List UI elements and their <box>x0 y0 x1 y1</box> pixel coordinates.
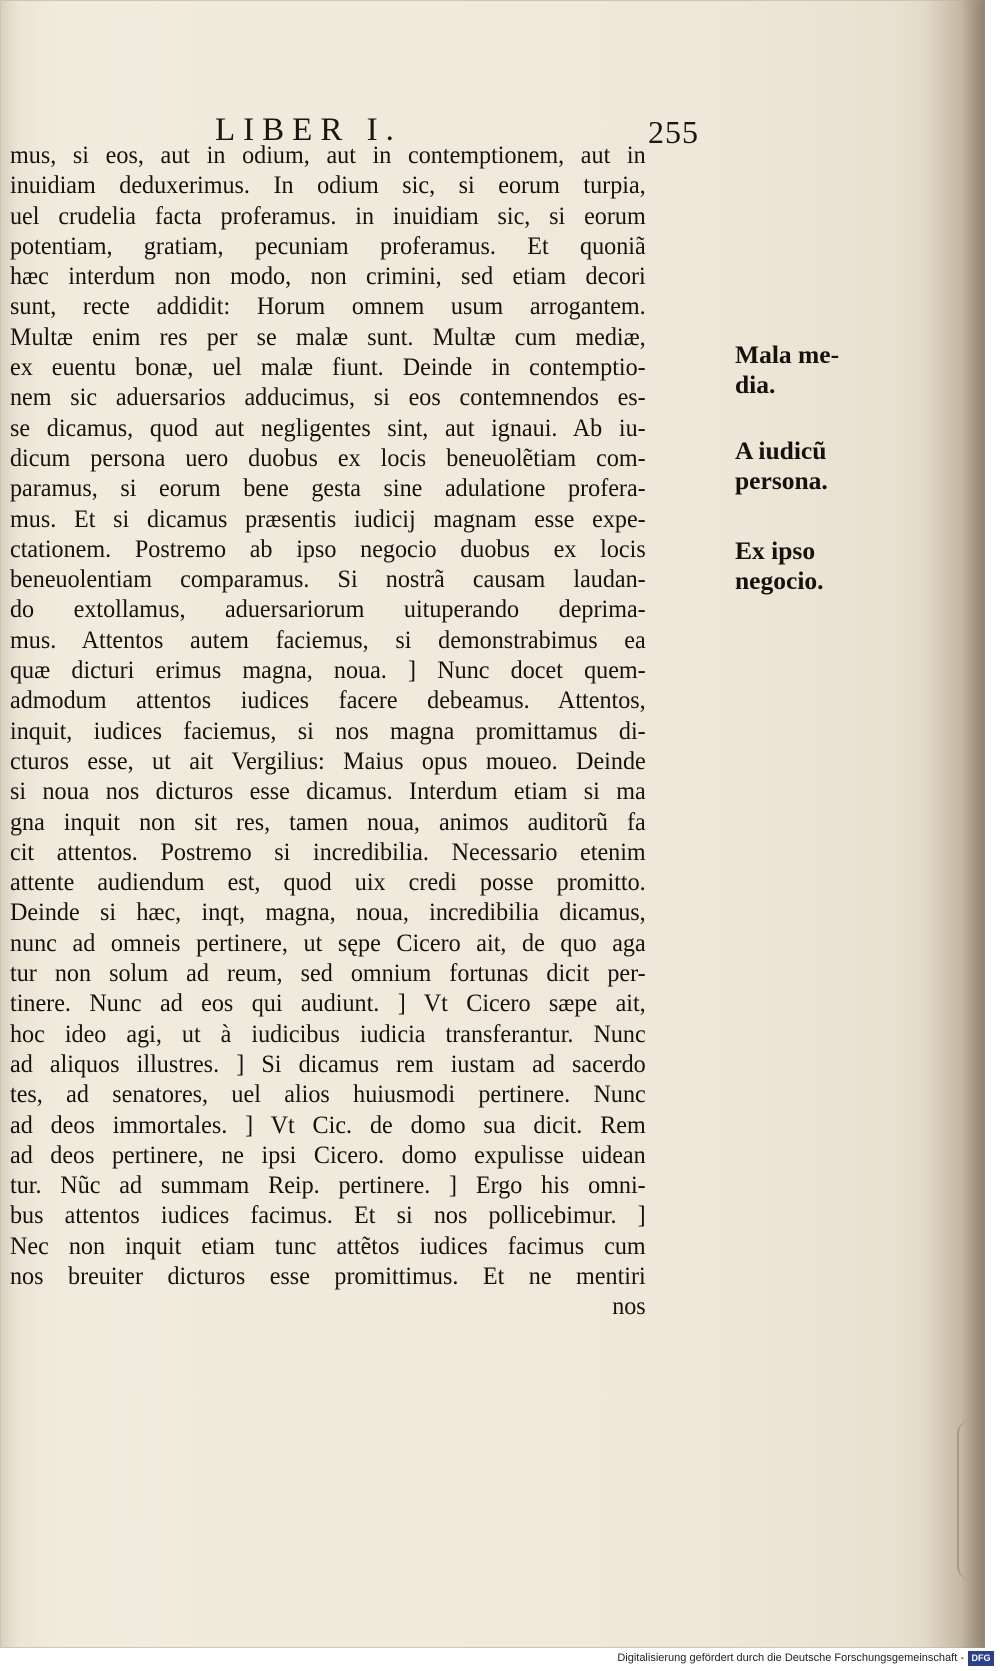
text-line: se dicamus, quod aut negligentes sint, aut ignaui. Ab iu- <box>10 412 646 442</box>
text-line: tur non solum ad reum, sed omnium fortunas dicit per- <box>10 958 646 988</box>
text-line: cturos esse, ut ait Vergilius: Maius opus moueo. Deinde <box>10 745 646 775</box>
text-line: Nec non inquit etiam tunc attẽtos iudices facimus cum <box>10 1230 646 1260</box>
marginal-note-line: Mala me- <box>735 340 840 369</box>
text-line: ex euentu bonæ, uel malæ fiunt. Deinde in contemptio- <box>10 352 646 382</box>
text-line: do extollamus, aduersariorum uituperando deprima- <box>10 594 646 624</box>
text-line: admodum attentos iudices facere debeamus. Attentos, <box>10 685 646 715</box>
text-line: paramus, si eorum bene gesta sine adulatione profera- <box>10 473 646 503</box>
text-line: inuidiam deduxerimus. In odium sic, si eorum turpia, <box>10 170 646 200</box>
text-line: nem sic aduersarios adducimus, si eos contemnendos es- <box>10 382 646 412</box>
text-line: ad deos pertinere, ne ipsi Cicero. domo expulisse uidean <box>10 1139 646 1169</box>
marginal-note-ex-ipso-negocio <box>735 536 824 596</box>
text-line: ctationem. Postremo ab ipso negocio duobus ex locis <box>10 533 646 563</box>
marginal-note-mala-media <box>735 340 839 400</box>
text-line: gna inquit non sit res, tamen noua, animos auditorũ fa <box>10 806 646 836</box>
text-line: cit attentos. Postremo si incredibilia. Necessario etenim <box>10 836 646 866</box>
text-line: tinere. Nunc ad eos qui audiunt. ] Vt Cicero sæpe ait, <box>10 988 646 1018</box>
running-head: LIBER I. <box>215 112 402 148</box>
text-line: Multæ enim res per se malæ sunt. Multæ cum mediæ, <box>10 321 646 351</box>
page-number: 255 <box>648 114 699 150</box>
text-line: tes, ad senatores, uel alios huiusmodi pertinere. Nunc <box>10 1079 646 1109</box>
text-line: quæ dicturi erimus magna, noua. ] Nunc docet quem- <box>10 655 646 685</box>
marginal-note-line: A iudicũ <box>735 436 827 465</box>
text-line: potentiam, gratiam, pecuniam proferamus. Et quoniã <box>10 230 646 260</box>
marginal-note-line: negocio. <box>735 566 824 595</box>
text-line: nos breuiter dicturos esse promittimus. Et ne mentiri <box>10 1260 646 1290</box>
dfg-logo: DFG <box>968 1651 994 1666</box>
marginal-note-line: persona. <box>735 466 828 495</box>
page-edge-shadow <box>925 0 985 1648</box>
text-line: bus attentos iudices facimus. Et si nos pollicebimur. ] <box>10 1200 646 1230</box>
text-line: sunt, recte addidit: Horum omnem usum arrogantem. <box>10 291 646 321</box>
page-edge-curl <box>957 1420 981 1580</box>
text-line: dicum persona uero duobus ex locis beneuolẽtiam com- <box>10 442 646 472</box>
text-line: hæc interdum non modo, non crimini, sed etiam decori <box>10 261 646 291</box>
text-line: inquit, iudices faciemus, si nos magna promittamus di- <box>10 715 646 745</box>
main-text-block <box>10 140 720 1322</box>
text-line: mus, si eos, aut in odium, aut in contemptionem, aut in <box>10 140 646 169</box>
text-line: uel crudelia facta proferamus. in inuidiam sic, si eorum <box>10 200 646 230</box>
text-line: nos <box>612 1291 646 1321</box>
text-line: tur. Nũc ad summam Reip. pertinere. ] Ergo his omni- <box>10 1170 646 1200</box>
marginal-note-line: dia. <box>735 370 776 399</box>
text-line: ad aliquos illustres. ] Si dicamus rem iustam ad sacerdo <box>10 1048 646 1078</box>
text-line: Deinde si hæc, inqt, magna, noua, incredibilia dicamus, <box>10 897 646 927</box>
digitization-footer <box>0 1648 1000 1671</box>
text-line: ad deos immortales. ] Vt Cic. de domo sua dicit. Rem <box>10 1109 646 1139</box>
text-line: hoc ideo agi, ut à iudicibus iudicia transferantur. Nunc <box>10 1018 646 1048</box>
marginal-note-line: Ex ipso <box>735 536 816 565</box>
text-line: nunc ad omneis pertinere, ut sępe Cicero ait, de quo aga <box>10 927 646 957</box>
text-line: mus. Attentos autem faciemus, si demonstrabimus ea <box>10 624 646 654</box>
text-line: mus. Et si dicamus præsentis iudicij magnam esse expe- <box>10 503 646 533</box>
text-line: si noua nos dicturos esse dicamus. Interdum etiam si ma <box>10 776 646 806</box>
marginal-note-iudicum-persona <box>735 436 828 496</box>
footer-credit: Digitalisierung gefördert durch die Deutsche Forschungsgemeinschaft - <box>617 1652 964 1664</box>
text-line: attente audiendum est, quod uix credi posse promitto. <box>10 867 646 897</box>
text-line: beneuolentiam comparamus. Si nostrã causam laudan- <box>10 564 646 594</box>
